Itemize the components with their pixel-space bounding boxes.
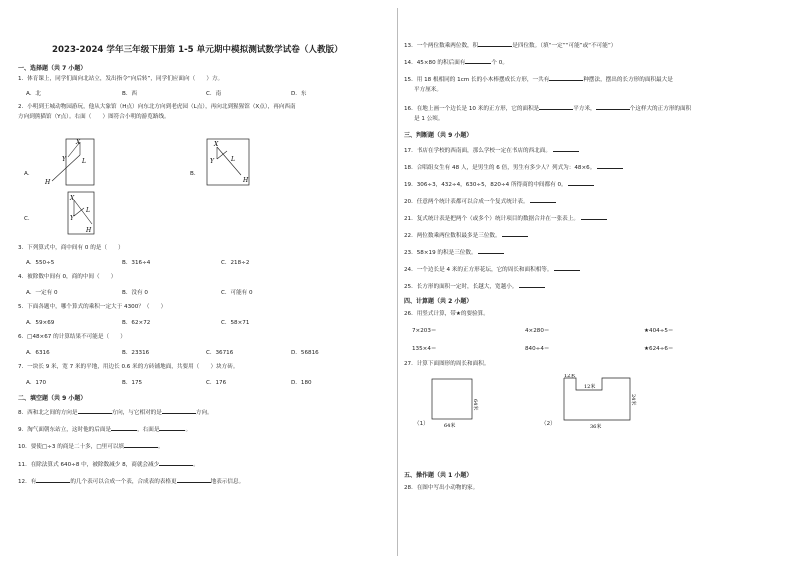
answer-blank[interactable] [465,57,491,64]
text: 18．合唱组女生有 48 人，是男生的 6 倍，男生有多少人？列式为：48×6。 [404,165,596,171]
text: 。 [185,427,192,433]
text: ，右面是 [137,427,160,433]
page-title: 2023-2024 学年三年级下册第 1-5 单元期中模拟测试数学试卷（人教版） [52,45,343,55]
figure-2-label: （2） [541,421,556,427]
text: 15．用 18 根相同的 1cm 长的小木棒摆成长方形，一共有 [404,77,550,83]
option: A．北 [26,91,42,97]
question-28: 28．在图中写出小动物的家。 [404,485,479,491]
point-l: L [231,156,235,163]
question-3: 3．下列算式中，商中间有 0 的是（ ） [18,245,124,251]
text: 11．在除法算式 640÷8 中，被除数减少 8，商就会减少 [18,462,160,468]
calc-item: 135×4＝ [412,346,437,352]
answer-blank[interactable] [159,424,185,431]
option: A．一定有 0 [26,290,58,296]
text: 平方米， [573,106,596,112]
answer-blank[interactable] [111,424,137,431]
question-16-line2: 是 1 公顷。 [414,116,444,122]
route-line [217,147,241,175]
option: B．62×72 [122,320,151,326]
text: 方向，与它相对的是 [111,410,162,416]
calc-item: 4×280＝ [525,328,550,334]
answer-blank[interactable] [478,40,512,47]
notched-shape [564,378,630,420]
question-16-line1 [404,103,691,113]
option: A．59×69 [26,320,55,326]
answer-blank[interactable] [478,247,504,254]
question-11 [18,459,199,469]
answer-blank[interactable] [159,459,193,466]
text: 23．58×19 的积是三位数。 [404,250,477,256]
figure-b-label: B． [190,171,200,177]
side-label: 24米 [630,394,636,406]
answer-blank[interactable] [162,407,196,414]
answer-blank[interactable] [568,179,594,186]
text: 。 [193,462,199,468]
answer-blank[interactable] [581,213,607,220]
option: A．6316 [26,350,50,356]
tf-item [404,162,623,172]
option: B．316÷4 [122,260,151,266]
option: C．36716 [206,350,234,356]
bottom-label: 36米 [590,424,602,430]
text: 种摆法，摆出的长方形的面积最大是 [583,77,673,83]
text: 19．306÷3，432÷4，630÷5，820÷4 所得商的中间都有 0。 [404,182,567,188]
tf-item [404,145,579,155]
option: C．176 [206,380,227,386]
route-line [74,208,84,216]
question-13 [404,40,616,50]
answer-blank[interactable] [554,264,580,271]
point-y: Y [70,215,74,222]
question-9 [18,424,191,434]
question-12 [18,476,244,486]
tf-item [404,196,556,206]
question-14 [404,57,508,67]
question-2-line1: 2．小明到王城动物园游玩，他从大象馆（H点）向东北方向到老虎园（L点），再向北到猩猩馆（X点），再向西南 [18,104,296,110]
figure-c-label: C． [24,216,34,222]
question-6-options [26,348,366,356]
point-y: Y [210,158,214,165]
point-x: X [76,139,81,146]
route-figure-b [203,137,253,187]
text: 21．复式统计表是把两个（或多个）统计项目的数据合并在一张表上。 [404,216,579,222]
section-heading: 二、填空题（共 9 小题） [18,395,87,402]
point-y: Y [62,156,66,163]
text: 16．在地上画一个边长是 10 米的正方形，它的面积是 [404,106,540,112]
section-heading: 一、选择题（共 7 小题） [18,65,87,72]
text: 方向。 [195,410,213,416]
question-27: 27．计算下面图形的周长和面积。 [404,361,490,367]
question-1: 1．体育课上，同学们面向北站立，发出指令“向后转”，同学们应面向（ ）方。 [18,76,224,82]
calc-row-2 [412,344,752,352]
point-l: L [86,207,90,214]
option: B．没有 0 [122,290,148,296]
text: 24．一个边长是 4 米的正方形花坛，它的周长和面积相等。 [404,267,553,273]
point-h: H [86,227,92,234]
option: C．南 [206,91,222,97]
tf-item [404,281,545,291]
answer-blank[interactable] [553,145,579,152]
answer-blank[interactable] [597,162,623,169]
question-5-options [26,318,326,326]
answer-blank[interactable] [596,103,630,110]
notched-figure [540,374,650,436]
question-2-line2: 方向到熊猫馆（Y点）。右面（ ）图符合小明的游览路线。 [18,114,170,120]
option: D．180 [291,380,312,386]
question-8 [18,407,213,417]
answer-blank[interactable] [530,196,556,203]
text: 9．淘气面朝东站立，这时他的后面是 [18,427,112,433]
tf-item [404,213,607,223]
text: 8．西和北之间的方向是 [18,410,78,416]
point-x: X [214,141,219,148]
column-divider [397,8,398,556]
calc-item: 7×203＝ [412,328,437,334]
text: 25．长方形的面积一定时，长越大，宽越小。 [404,284,518,290]
calc-item: 840÷4＝ [525,346,550,352]
tf-item [404,264,580,274]
point-x: X [70,195,75,202]
text: 13．一个两位数乘两位数，积 [404,43,479,49]
question-3-options [26,258,326,266]
square-shape [432,379,472,419]
section-heading: 三、判断题（共 9 小题） [404,132,473,139]
question-6: 6．□48×67 的计算结果不可能是（ ） [18,334,126,340]
text: 10．要使□÷3 的商是二十多，□里可以填 [18,444,125,450]
text: 个这样大的正方形的面积 [629,106,692,112]
section-heading: 五、操作题（共 1 小题） [404,472,473,479]
answer-blank[interactable] [502,230,528,237]
top-label: 12米 [564,374,576,379]
point-h: H [243,177,249,184]
text: 14．45×80 的积后面有 [404,60,466,66]
calc-item: ★624÷6＝ [644,346,674,352]
answer-blank[interactable] [36,476,70,483]
question-5: 5．下面各题中，哪个算式的乘积一定大于 4300？（ ） [18,304,167,310]
answer-blank[interactable] [78,407,112,414]
option: C．可能有 0 [221,290,253,296]
text: 。 [158,444,164,450]
tf-item [404,230,528,240]
question-15-line2: 平方厘米。 [414,87,442,93]
text: 12．有 [18,479,37,485]
option: B．西 [122,91,138,97]
figure-1-label: （1） [414,421,429,427]
option: B．23316 [122,350,150,356]
text: 是四位数。（填“一定”“可能”或“不可能”） [512,43,617,49]
question-7: 7．一块长 9 米，宽 7 米的平地，用边长 0.6 米的方砖铺地面，共要用（ ）块方砖。 [18,364,239,370]
option: A．550÷5 [26,260,55,266]
bottom-label: 64米 [444,423,456,429]
point-h: H [45,179,51,186]
option: C．218÷2 [221,260,250,266]
question-26: 26．用竖式计算，带★的要验算。 [404,311,489,317]
route-line [217,151,227,159]
tf-item [404,247,504,257]
text: 17．书店在学校的西南面，那么学校一定在书店的西北面。 [404,148,551,154]
side-label: 64米 [472,399,478,411]
question-4-options [26,288,326,296]
point-l: L [82,158,86,165]
question-1-options [26,89,366,97]
text: 的几个表可以合成一个表，合成表的表格更 [70,479,177,485]
text: 地表示信息。 [210,479,245,485]
notch-label: 12米 [584,384,596,390]
figure-a-label: A． [24,171,34,177]
question-7-options [26,378,366,386]
answer-blank[interactable] [124,441,158,448]
text: 22．两位数乘两位数积最多是三位数。 [404,233,501,239]
option: A．170 [26,380,47,386]
question-4: 4．被除数中间有 0，商的中间（ ） [18,274,117,280]
calc-row-1 [412,326,752,334]
option: D．东 [291,91,307,97]
question-15-line1 [404,74,673,84]
tf-item [404,179,594,189]
answer-blank[interactable] [549,74,583,81]
answer-blank[interactable] [177,476,211,483]
text: 20．任意两个统计表都可以合成一个复式统计表。 [404,199,529,205]
section-heading: 四、计算题（共 2 小题） [404,298,473,305]
answer-blank[interactable] [539,103,573,110]
question-10 [18,441,164,451]
option: C．58×71 [221,320,250,326]
option: D．56816 [291,350,319,356]
option: B．175 [122,380,143,386]
text: 个 0。 [491,60,508,66]
route-figure-c [40,190,96,240]
answer-blank[interactable] [519,281,545,288]
route-figure-a [40,137,96,187]
calc-item: ★404÷5＝ [644,328,674,334]
